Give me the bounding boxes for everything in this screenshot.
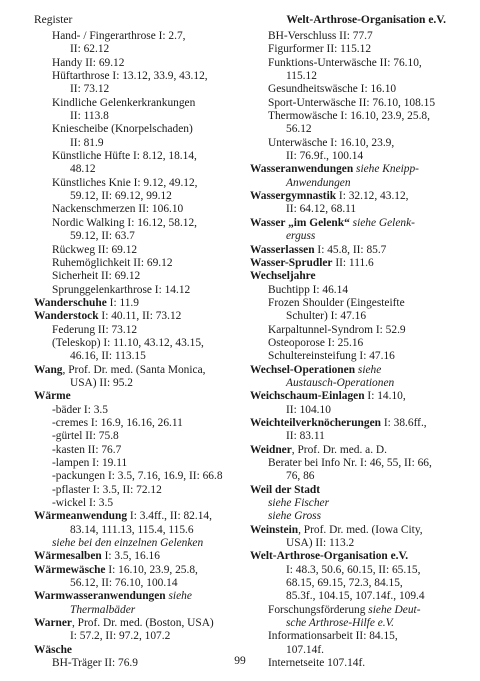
index-headword: Weil der Stadt — [250, 483, 321, 496]
index-locator: 59.12, II: 69.12, 99.12 — [70, 190, 172, 203]
index-entry — [250, 297, 462, 310]
index-entry — [34, 550, 246, 563]
index-headword: Wang — [34, 363, 63, 376]
index-locator: II: 113.8 — [70, 110, 109, 123]
index-locator: Rückweg II: 69.12 — [52, 243, 138, 256]
index-locator: 85.3f., 104.15, 107.14f., 109.4 — [286, 590, 425, 603]
index-entry — [250, 630, 462, 643]
index-locator: Schultereinsteifung I: 47.16 — [268, 350, 395, 363]
index-headword: Wechsel-Operationen — [250, 363, 356, 376]
index-entry — [250, 203, 462, 216]
index-headword: Weichteilverknöcherungen — [250, 416, 381, 429]
index-entry — [250, 230, 462, 243]
index-entry — [34, 510, 246, 523]
index-entry — [250, 217, 462, 230]
index-locator: II: 73.12 — [70, 83, 110, 96]
index-entry — [250, 390, 462, 403]
index-entry — [250, 163, 462, 176]
index-locator: Internetseite 107.14f. — [268, 657, 366, 670]
index-cross-reference: siehe — [168, 590, 192, 603]
index-locator: II: 81.9 — [70, 136, 104, 149]
index-entry — [250, 324, 462, 337]
index-cross-reference: Thermalbäder — [70, 603, 136, 616]
index-locator: II: 104.10 — [286, 403, 331, 416]
index-locator: Kindliche Gelenkerkrankungen — [52, 96, 196, 109]
index-entry — [34, 430, 246, 443]
index-locator: 115.12 — [286, 70, 317, 83]
index-headword: Warner — [34, 617, 72, 630]
index-entry — [34, 617, 246, 630]
index-locator: Nackenschmerzen II: 106.10 — [52, 203, 184, 216]
index-column-left — [34, 30, 246, 671]
index-headword: Weichschaum-Einlagen — [250, 390, 365, 403]
index-locator: I: 48.3, 50.6, 60.15, II: 65.15, — [286, 563, 421, 576]
index-locator: 59.12, II: 63.7 — [70, 230, 135, 243]
index-entry — [34, 270, 246, 283]
index-locator: Unterwäsche I: 16.10, 23.9, — [268, 136, 395, 149]
index-headword: Weinstein — [250, 523, 299, 536]
index-entry — [34, 30, 246, 43]
index-locator: II: 62.12 — [70, 43, 110, 56]
index-entry — [250, 577, 462, 590]
index-entry — [250, 123, 462, 136]
index-entry — [250, 350, 462, 363]
index-headword: Wassergymnastik — [250, 190, 337, 203]
index-locator: Sicherheit II: 69.12 — [52, 270, 141, 283]
index-entry — [34, 203, 246, 216]
index-entry — [250, 497, 462, 510]
index-entry — [250, 70, 462, 83]
index-entry — [34, 390, 246, 403]
index-locator: 56.12 — [286, 123, 312, 136]
index-headword: Wärme — [34, 390, 71, 403]
index-locator: Sprunggelenkarthrose I: 14.12 — [52, 283, 191, 296]
index-locator: II: 76.9f., 100.14 — [286, 150, 364, 163]
index-locator: 46.16, II: 113.15 — [70, 350, 146, 363]
index-entry — [250, 110, 462, 123]
index-entry — [250, 590, 462, 603]
index-entry — [250, 257, 462, 270]
index-headword: Welt-Arthrose-Organisation e.V. — [250, 550, 409, 563]
index-locator: Sport-Unterwäsche II: 76.10, 108.15 — [268, 96, 436, 109]
index-entry — [34, 484, 246, 497]
index-locator: I: 3.4ff., II: 82.14, — [127, 510, 212, 523]
index-entry — [34, 417, 246, 430]
index-entry — [34, 350, 246, 363]
index-entry — [250, 430, 462, 443]
index-locator: , Prof. Dr. med. a. D. — [291, 443, 387, 456]
index-entry — [34, 123, 246, 136]
index-locator: Osteoporose I: 25.16 — [268, 336, 364, 349]
index-headword: Weidner — [250, 443, 292, 456]
index-entry — [34, 537, 246, 550]
index-headword: Wärmeanwendung — [34, 510, 128, 523]
index-locator: Forschungsförderung — [268, 603, 369, 616]
index-locator: USA) II: 113.2 — [286, 537, 355, 550]
index-entry — [250, 484, 462, 497]
index-entry — [34, 324, 246, 337]
index-locator: Funktions-Unterwäsche II: 76.10, — [268, 56, 422, 69]
index-entry — [250, 550, 462, 563]
index-entry — [34, 577, 246, 590]
index-locator: -packungen I: 3.5, 7.16, 16.9, II: 66.8 — [52, 470, 223, 483]
index-entry — [34, 244, 246, 257]
index-entry — [250, 444, 462, 457]
index-entry — [34, 110, 246, 123]
index-entry — [34, 163, 246, 176]
index-locator: Karpaltunnel-Syndrom I: 52.9 — [268, 323, 406, 336]
index-entry — [250, 404, 462, 417]
index-cross-reference: Austausch-Operationen — [286, 376, 395, 389]
index-cross-reference: siehe Kneipp- — [356, 163, 419, 176]
index-locator: , Prof. Dr. med. (Santa Monica, — [62, 363, 206, 376]
index-cross-reference: sche Arthrose-Hilfe e.V. — [286, 617, 394, 630]
index-locator: I: 40.11, II: 73.12 — [98, 310, 182, 323]
index-locator: (Teleskop) I: 11.10, 43.12, 43.15, — [52, 336, 204, 349]
index-locator: 83.14, 111.13, 115.4, 115.6 — [70, 523, 194, 536]
index-locator: -lampen I: 19.11 — [52, 457, 128, 469]
index-entry — [34, 190, 246, 203]
index-locator: I: 38.6ff., — [380, 416, 427, 429]
index-locator: Figurformer II: 115.12 — [268, 43, 372, 56]
index-headword: Wäsche — [34, 643, 72, 656]
index-entry — [250, 457, 462, 470]
index-locator: Handy II: 69.12 — [52, 56, 125, 69]
index-entry — [34, 590, 246, 603]
index-entry — [34, 217, 246, 230]
index-entry — [34, 337, 246, 350]
index-cross-reference: erguss — [286, 230, 316, 243]
index-locator: I: 16.10, 23.9, 25.8, — [105, 563, 198, 576]
index-locator: Buchtipp I: 46.14 — [268, 283, 349, 296]
index-headword: Wasser-Sprudler — [250, 256, 333, 269]
index-entry — [250, 377, 462, 390]
index-entry — [34, 404, 246, 417]
index-entry — [250, 537, 462, 550]
index-cross-reference: Anwendungen — [286, 176, 351, 189]
index-cross-reference: siehe Gross — [268, 510, 322, 523]
index-entry — [34, 564, 246, 577]
index-locator: Federung II: 73.12 — [52, 323, 138, 336]
index-locator: 107.14f. — [286, 643, 324, 656]
index-entry — [250, 564, 462, 577]
index-entry — [250, 57, 462, 70]
index-locator: , Prof. Dr. med. (Iowa City, — [298, 523, 423, 536]
index-locator: I: 3.5, 16.16 — [101, 550, 160, 563]
index-headword: Warmwasseranwendungen — [34, 590, 166, 603]
index-cross-reference: siehe bei den einzelnen Gelenken — [52, 537, 204, 550]
index-locator: BH-Träger II: 76.9 — [52, 657, 138, 670]
index-locator: 56.12, II: 76.10, 100.14 — [70, 577, 178, 590]
index-entry — [34, 444, 246, 457]
index-entry — [250, 310, 462, 323]
index-entry — [34, 230, 246, 243]
index-locator: -cremes I: 16.9, 16.16, 26.11 — [52, 416, 183, 429]
index-locator: 76, 86 — [286, 470, 315, 483]
index-entry — [250, 337, 462, 350]
index-entry — [250, 470, 462, 483]
index-headword: Wärmewäsche — [34, 563, 106, 576]
index-locator: II: 111.6 — [332, 256, 374, 269]
index-entry — [34, 83, 246, 96]
index-locator: -kasten II: 76.7 — [52, 443, 122, 456]
index-entry — [34, 310, 246, 323]
index-locator: Nordic Walking I: 16.12, 58.12, — [52, 216, 198, 229]
index-locator: I: 45.8, II: 85.7 — [314, 243, 387, 256]
index-locator: -bäder I: 3.5 — [52, 403, 108, 416]
index-entry — [250, 364, 462, 377]
index-locator: Frozen Shoulder (Eingesteifte — [268, 296, 405, 309]
index-entry — [34, 524, 246, 537]
index-locator: USA) II: 95.2 — [70, 376, 133, 389]
index-locator: II: 83.11 — [286, 430, 325, 443]
running-header-left: Register — [34, 14, 73, 26]
index-entry — [34, 630, 246, 643]
index-entry — [34, 97, 246, 110]
index-entry — [250, 244, 462, 257]
index-entry — [34, 43, 246, 56]
index-entry — [34, 70, 246, 83]
index-locator: -pflaster I: 3.5, II: 72.12 — [52, 483, 162, 496]
index-column-right — [250, 30, 462, 671]
index-cross-reference: siehe Deut- — [368, 603, 421, 616]
index-entry — [34, 137, 246, 150]
index-entry — [34, 377, 246, 390]
index-locator: Hand- / Fingerarthrose I: 2.7, — [52, 30, 186, 42]
index-locator: Schulter) I: 47.16 — [286, 310, 367, 323]
index-entry — [250, 177, 462, 190]
index-locator: Künstliches Knie I: 9.12, 49.12, — [52, 176, 198, 189]
index-entry — [34, 497, 246, 510]
index-cross-reference: siehe Fischer — [268, 497, 330, 510]
index-entry — [250, 190, 462, 203]
index-entry — [250, 510, 462, 523]
index-entry — [34, 284, 246, 297]
index-locator: I: 14.10, — [364, 390, 406, 403]
index-locator: I: 57.2, II: 97.2, 107.2 — [70, 630, 171, 643]
index-entry — [34, 470, 246, 483]
index-locator: Thermowäsche I: 16.10, 23.9, 25.8, — [268, 110, 430, 123]
index-entry — [34, 177, 246, 190]
index-entry — [34, 150, 246, 163]
index-entry — [250, 137, 462, 150]
index-entry — [250, 43, 462, 56]
index-entry — [250, 617, 462, 630]
index-headword: Wanderschuhe — [34, 296, 107, 309]
index-locator: Künstliche Hüfte I: 8.12, 18.14, — [52, 150, 197, 163]
index-locator: Hüftarthrose I: 13.12, 33.9, 43.12, — [52, 70, 208, 83]
index-locator: BH-Verschluss II: 77.7 — [268, 30, 373, 42]
index-headword: Wärmesalben — [34, 550, 102, 563]
index-locator: I: 11.9 — [106, 296, 139, 309]
index-entry — [34, 457, 246, 470]
index-locator: Informationsarbeit II: 84.15, — [268, 630, 398, 643]
index-locator: II: 64.12, 68.11 — [286, 203, 357, 216]
index-headword: Wechseljahre — [250, 270, 316, 283]
index-entry — [34, 364, 246, 377]
index-cross-reference: siehe — [357, 363, 382, 376]
index-headword: Wasseranwendungen — [250, 163, 354, 176]
index-entry — [34, 57, 246, 70]
index-locator: Ruhemöglichkeit II: 69.12 — [52, 256, 173, 269]
index-locator: Berater bei Info Nr. I: 46, 55, II: 66, — [268, 457, 432, 469]
index-entry — [250, 97, 462, 110]
running-header-right: Welt-Arthrose-Organisation e.V. — [286, 14, 446, 26]
index-entry — [250, 604, 462, 617]
index-locator: Gesundheitswäsche I: 16.10 — [268, 83, 397, 96]
index-entry — [250, 524, 462, 537]
index-entry — [250, 270, 462, 283]
page-number: 99 — [234, 655, 246, 667]
index-entry — [250, 30, 462, 43]
index-headword: Wasserlassen — [250, 243, 315, 256]
index-cross-reference: siehe Gelenk- — [352, 216, 415, 229]
index-entry — [250, 83, 462, 96]
index-entry — [250, 284, 462, 297]
index-entry — [250, 417, 462, 430]
index-headword: Wasser „im Gelenk“ — [250, 216, 350, 229]
index-locator: -gürtel II: 75.8 — [52, 430, 119, 443]
index-locator: , Prof. Dr. med. (Boston, USA) — [71, 617, 214, 630]
index-locator: -wickel I: 3.5 — [52, 497, 114, 510]
index-entry — [34, 297, 246, 310]
index-locator: 48.12 — [70, 163, 96, 176]
index-locator: I: 32.12, 43.12, — [336, 190, 409, 203]
index-locator: Kniescheibe (Knorpelschaden) — [52, 123, 193, 136]
index-headword: Wanderstock — [34, 310, 99, 323]
index-locator: 68.15, 69.15, 72.3, 84.15, — [286, 577, 403, 590]
index-entry — [34, 257, 246, 270]
index-entry — [250, 150, 462, 163]
index-entry — [34, 604, 246, 617]
